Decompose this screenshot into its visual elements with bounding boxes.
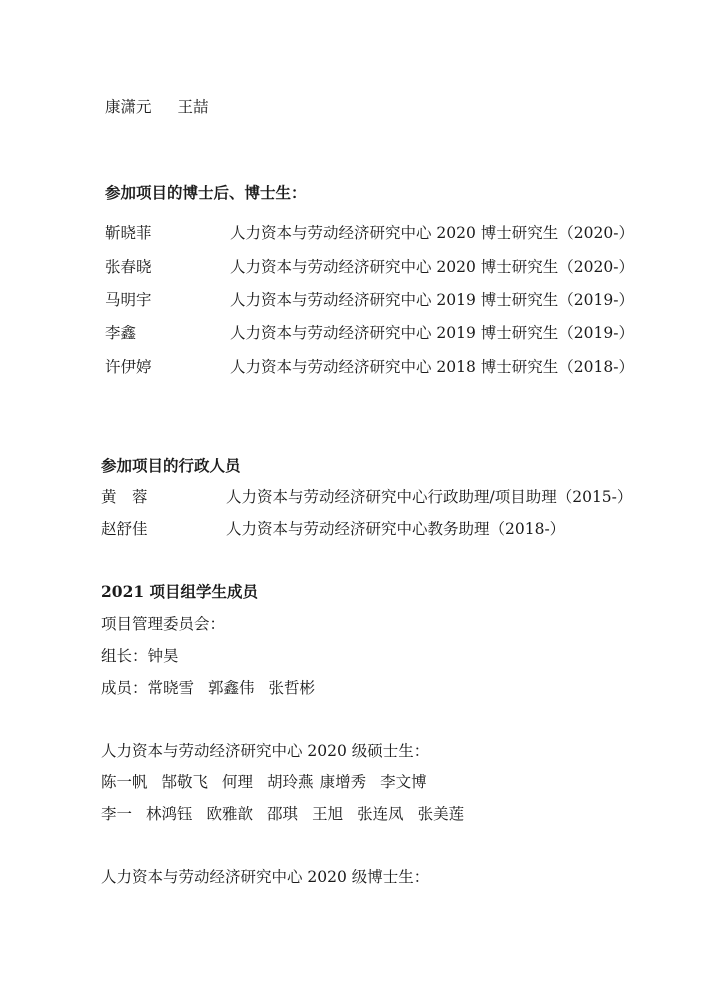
masters-2020-label: 人力资本与劳动经济研究中心 2020 级硕士生： [101, 742, 430, 760]
student-name: 邵琪 [267, 805, 299, 823]
member-name: 张春晓 [105, 258, 152, 276]
committee-members-line [101, 678, 315, 698]
list-item [0, 323, 710, 345]
admin-section-heading: 参加项目的行政人员 [101, 456, 241, 475]
member-name: 靳晓菲 [105, 224, 152, 242]
member-name: 马明宇 [105, 291, 152, 309]
list-item [0, 223, 710, 245]
top-name-1: 康潇元 [105, 98, 152, 116]
masters-row-2 [101, 804, 464, 824]
phd-2020-label: 人力资本与劳动经济研究中心 2020 级博士生： [101, 868, 430, 886]
members-label: 成员： [101, 679, 148, 697]
list-item [0, 290, 710, 312]
list-item [0, 487, 710, 509]
member-desc: 人力资本与劳动经济研究中心 2019 博士研究生（2019-） [230, 291, 634, 309]
list-item [0, 357, 710, 379]
member-desc: 人力资本与劳动经济研究中心 2019 博士研究生（2019-） [230, 324, 634, 342]
member-desc: 人力资本与劳动经济研究中心 2020 博士研究生（2020-） [230, 224, 634, 242]
member-name: 张哲彬 [268, 679, 316, 697]
student-section-heading: 2021 项目组学生成员 [101, 582, 259, 601]
member-desc: 人力资本与劳动经济研究中心行政助理/项目助理（2015-） [226, 488, 633, 506]
committee-label: 项目管理委员会： [101, 615, 226, 633]
member-name: 许伊婷 [105, 358, 152, 376]
student-name: 王旭 [312, 805, 344, 823]
postdoc-section-heading: 参加项目的博士后、博士生： [105, 183, 307, 202]
student-name: 胡玲燕 [267, 773, 314, 791]
student-name: 欧雅歆 [206, 805, 254, 823]
top-names-line [105, 97, 209, 117]
member-name: 郭鑫伟 [208, 679, 255, 697]
student-name: 康增秀 [319, 773, 367, 791]
member-name: 常晓雪 [147, 679, 195, 697]
member-desc: 人力资本与劳动经济研究中心 2018 博士研究生（2018-） [230, 358, 634, 376]
list-item [0, 257, 710, 279]
student-name: 张美莲 [417, 805, 465, 823]
member-desc: 人力资本与劳动经济研究中心 2020 博士研究生（2020-） [230, 258, 634, 276]
student-name: 陈一帆 [101, 773, 148, 791]
top-name-2: 王喆 [177, 98, 209, 116]
student-name: 李一 [101, 805, 133, 823]
list-item [0, 519, 710, 541]
student-name: 郜敬飞 [161, 773, 209, 791]
masters-row-1 [101, 772, 427, 792]
student-name: 李文博 [380, 773, 427, 791]
leader-line: 组长：钟昊 [101, 647, 179, 665]
student-name: 何理 [222, 773, 254, 791]
member-name: 黄 蓉 [101, 488, 148, 506]
member-desc: 人力资本与劳动经济研究中心教务助理（2018-） [226, 520, 566, 538]
member-name: 赵舒佳 [101, 520, 148, 538]
member-name: 李鑫 [105, 324, 137, 342]
student-name: 林鸿钰 [146, 805, 193, 823]
student-name: 张连凤 [357, 805, 404, 823]
